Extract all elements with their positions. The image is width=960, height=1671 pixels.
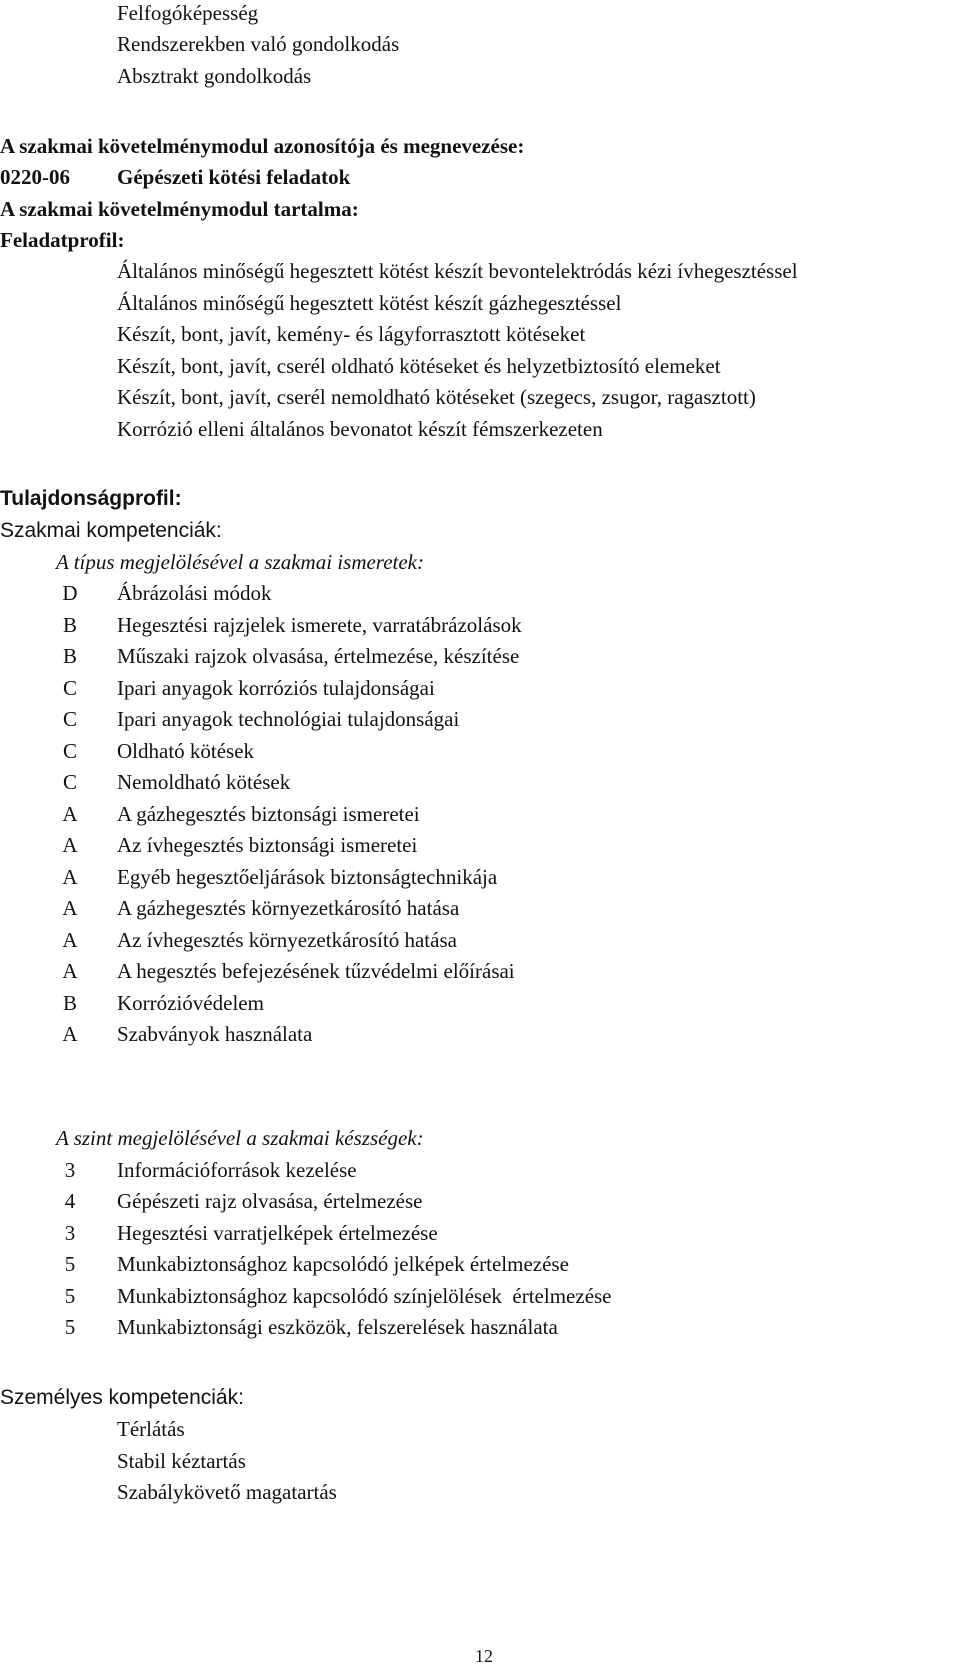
top-item: Felfogóképesség <box>117 1 259 25</box>
knowledge-type-code: A <box>62 928 78 952</box>
knowledge-type-code: C <box>62 707 77 731</box>
knowledge-type-code: D <box>62 581 78 605</box>
task-item: Korrózió elleni általános bevonatot készít fémszerkezeten <box>117 417 603 441</box>
task-item: Készít, bont, javít, cserél oldható kötéseket és helyzetbiztosító elemeket <box>117 354 721 378</box>
knowledge-item: Az ívhegesztés biztonsági ismeretei <box>117 833 418 857</box>
knowledge-type-code: B <box>62 991 77 1015</box>
task-item: Készít, bont, javít, kemény- és lágyforrasztott kötéseket <box>117 322 586 346</box>
knowledge-item: A gázhegesztés környezetkárosító hatása <box>117 896 460 920</box>
skill-level-code: 3 <box>64 1158 76 1182</box>
knowledge-item: Ábrázolási módok <box>117 581 272 605</box>
knowledge-item: Ipari anyagok korróziós tulajdonságai <box>117 676 435 700</box>
skill-level-code: 5 <box>64 1284 76 1308</box>
module-code: 0220-06 <box>0 165 70 189</box>
module-heading: A szakmai követelménymodul azonosítója és megnevezése: <box>0 134 525 158</box>
knowledge-type-code: C <box>62 676 77 700</box>
knowledge-type-code: B <box>62 613 77 637</box>
skill-level-code: 3 <box>64 1221 76 1245</box>
skills-heading: A szint megjelölésével a szakmai készségek: <box>56 1126 424 1150</box>
page-number: 12 <box>475 1646 493 1666</box>
knowledge-type-code: C <box>62 770 77 794</box>
professional-competencies-heading: Szakmai kompetenciák: <box>0 519 222 542</box>
knowledge-item: Nemoldható kötések <box>117 770 291 794</box>
skill-item: Munkabiztonsági eszközök, felszerelések használata <box>117 1315 558 1339</box>
knowledge-item: Műszaki rajzok olvasása, értelmezése, készítése <box>117 644 520 668</box>
knowledge-heading: A típus megjelölésével a szakmai ismeretek: <box>56 550 424 574</box>
knowledge-item: Egyéb hegesztőeljárások biztonságtechnikája <box>117 865 498 889</box>
skill-level-code: 5 <box>64 1315 76 1339</box>
task-profile-heading: Feladatprofil: <box>0 228 125 252</box>
knowledge-item: Szabványok használata <box>117 1022 313 1046</box>
task-item: Általános minőségű hegesztett kötést készít bevontelektródás kézi ívhegesztéssel <box>117 259 798 283</box>
personal-item: Stabil kéztartás <box>117 1449 246 1473</box>
task-item: Általános minőségű hegesztett kötést készít gázhegesztéssel <box>117 291 622 315</box>
skill-level-code: 4 <box>64 1189 76 1213</box>
knowledge-item: Korrózióvédelem <box>117 991 264 1015</box>
knowledge-item: Oldható kötések <box>117 739 255 763</box>
personal-item: Térlátás <box>117 1417 185 1441</box>
skill-item: Munkabiztonsághoz kapcsolódó színjelölések értelmezése <box>117 1284 612 1308</box>
property-profile-heading: Tulajdonságprofil: <box>0 487 182 510</box>
knowledge-type-code: A <box>62 865 78 889</box>
knowledge-type-code: A <box>62 833 78 857</box>
skill-item: Munkabiztonsághoz kapcsolódó jelképek értelmezése <box>117 1252 569 1276</box>
knowledge-type-code: A <box>62 896 78 920</box>
module-content-heading: A szakmai követelménymodul tartalma: <box>0 197 359 221</box>
knowledge-type-code: C <box>62 739 77 763</box>
personal-item: Szabálykövető magatartás <box>117 1480 337 1504</box>
knowledge-item: Ipari anyagok technológiai tulajdonságai <box>117 707 460 731</box>
knowledge-type-code: A <box>62 802 78 826</box>
skill-level-code: 5 <box>64 1252 76 1276</box>
knowledge-type-code: A <box>62 959 78 983</box>
top-item: Absztrakt gondolkodás <box>117 64 312 88</box>
task-item: Készít, bont, javít, cserél nemoldható kötéseket (szegecs, zsugor, ragasztott) <box>117 385 756 409</box>
skill-item: Gépészeti rajz olvasása, értelmezése <box>117 1189 423 1213</box>
knowledge-item: A gázhegesztés biztonsági ismeretei <box>117 802 420 826</box>
module-name: Gépészeti kötési feladatok <box>117 165 351 189</box>
knowledge-item: A hegesztés befejezésének tűzvédelmi előírásai <box>117 959 515 983</box>
knowledge-item: Az ívhegesztés környezetkárosító hatása <box>117 928 457 952</box>
knowledge-type-code: A <box>62 1022 78 1046</box>
top-item: Rendszerekben való gondolkodás <box>117 32 400 56</box>
skill-item: Hegesztési varratjelképek értelmezése <box>117 1221 438 1245</box>
skill-item: Információforrások kezelése <box>117 1158 357 1182</box>
knowledge-item: Hegesztési rajzjelek ismerete, varratábrázolások <box>117 613 522 637</box>
knowledge-type-code: B <box>62 644 77 668</box>
personal-competencies-heading: Személyes kompetenciák: <box>0 1386 244 1409</box>
